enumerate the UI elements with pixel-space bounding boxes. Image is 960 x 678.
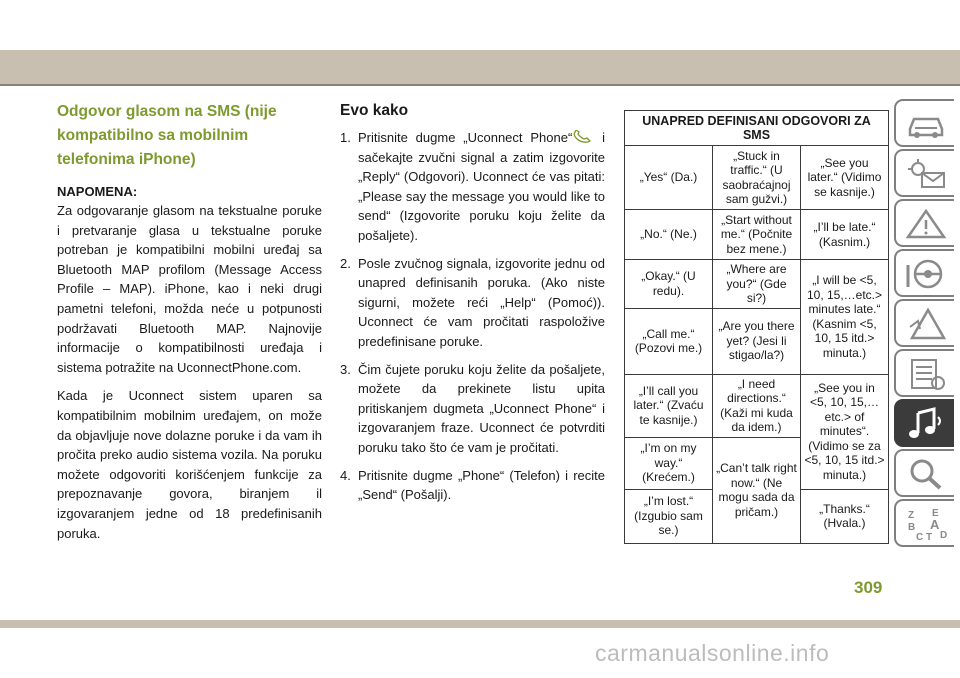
info-mail-icon: [904, 157, 948, 191]
predefined-sms-table: [624, 110, 889, 544]
tab-maintenance[interactable]: [894, 349, 954, 397]
section-heading-sms-reply: Odgovor glasom na SMS (nije kompatibilno sa mobilnim telefonima iPhone): [57, 103, 277, 168]
tab-emergency[interactable]: [894, 299, 954, 347]
table-cell: „Where are you?“ (Gde si?): [713, 260, 801, 309]
car-icon: [904, 107, 948, 141]
step-3: [340, 360, 605, 458]
index-letter: T: [926, 532, 933, 541]
table-cell: „I’m on my way.“ (Krećem.): [625, 437, 713, 489]
note-label: NAPOMENA:: [57, 184, 138, 199]
header-rule: [0, 84, 960, 86]
table-row: [625, 210, 889, 260]
page-number: 309: [854, 578, 883, 597]
checklist-icon: [904, 357, 948, 391]
step-4: [340, 466, 605, 505]
steering-wheel-icon: [904, 257, 948, 291]
table-cell: „Stuck in traffic.“ (U saobraćajnoj sam gužvi.): [713, 146, 801, 210]
table-header: UNAPRED DEFINISANI ODGOVORI ZA SMS: [625, 111, 889, 146]
phone-handset-icon: [572, 130, 594, 144]
step-text: Pritisnite dugme „Phone“ (Telefon) i recite „Send“ (Pošalji).: [358, 467, 605, 503]
index-letter: D: [940, 530, 948, 541]
table-cell: „See you later.“ (Vidimo se kasnije.): [801, 146, 889, 210]
table-cell: „I’ll call you later.“ (Zvaću te kasnije.): [625, 374, 713, 437]
table-row: [625, 260, 889, 309]
table-cell: „I’m lost.“ (Izgubio sam se.): [625, 489, 713, 543]
table-cell: „I will be <5, 10, 15,…etc.> minutes late.“ (Kasnim <5, 10, 15 itd.> minuta.): [801, 260, 889, 375]
tab-warnings[interactable]: [894, 199, 954, 247]
left-column: [57, 100, 322, 552]
index-letter: B: [908, 522, 916, 533]
tab-vehicle[interactable]: [894, 99, 954, 147]
step-number: 4.: [340, 467, 351, 483]
tab-search[interactable]: [894, 449, 954, 497]
step-text: Posle zvučnog signala, izgovorite jednu od unapred definisanih poruka. (Ako niste sigurni, možete reći „Help“ (Pomoć)). Uconnect će vam pročitati raspoložive predefinisane poruke.: [358, 255, 605, 349]
table-header-row: [625, 111, 889, 146]
tab-driving[interactable]: [894, 249, 954, 297]
index-letter: E: [932, 508, 939, 519]
table-cell: „Thanks.“ (Hvala.): [801, 489, 889, 543]
roadside-warning-icon: [904, 307, 948, 341]
index-letter: Z: [908, 510, 915, 521]
table-cell: „I’ll be late.“ (Kasnim.): [801, 210, 889, 260]
step-number: 1.: [340, 130, 351, 145]
index-letter: C: [916, 532, 924, 541]
tab-multimedia[interactable]: [894, 399, 954, 447]
table-cell: „Can’t talk right now.“ (Ne mogu sada da pričam.): [713, 437, 801, 543]
table-cell: „I need directions.“ (Kaži mi kuda da idem.): [713, 374, 801, 437]
watermark: carmanualsonline.info: [595, 640, 830, 666]
table-cell: „Yes“ (Da.): [625, 146, 713, 210]
table-cell: „Start without me.“ (Počnite bez mene.): [713, 210, 801, 260]
table-cell: „Are you there yet? (Jesi li stigao/la?): [713, 308, 801, 374]
step-1: [340, 128, 605, 246]
alphabet-index-icon: [904, 507, 948, 541]
table-cell: „Okay.“ (U redu).: [625, 260, 713, 309]
step-number: 3.: [340, 361, 351, 377]
multimedia-icon: [904, 407, 948, 441]
search-icon: [904, 457, 948, 491]
table-row: [625, 374, 889, 437]
step-text-continued: i sačekajte zvučni signal a zatim izgovorite „Reply“ (Odgovori). Uconnect će vas pitati: „Please say the message you would like to send“ (Izgovorite poruku koju želite da pošaljete).: [358, 130, 606, 243]
table-row: [625, 146, 889, 210]
middle-column: [340, 100, 605, 513]
warning-light-icon: [904, 207, 948, 241]
tab-info[interactable]: [894, 149, 954, 197]
note-text: Za odgovaranje glasom na tekstualne poruke i pretvaranje glasa u tekstualne poruke potreban je kompatibilni mobilni uređaj sa Bluetooth MAP profilom (Message Access Profile – MAP). iPhone, kao i neki drugi pametni telefoni, možda neće u potpunosti podržavati Bluetooth MAP. Najnovije informacije o kompatibilnosti uređaja i sistema potražite na UconnectPhone.com.: [57, 203, 322, 375]
table-cell: „Call me.“ (Pozovi me.): [625, 308, 713, 374]
chapter-tabs: [889, 99, 960, 549]
tab-index[interactable]: [894, 499, 954, 547]
index-letter: A: [930, 517, 940, 532]
body-text: Kada je Uconnect sistem uparen sa kompatibilnim mobilnim uređajem, on može da objavljuje nove dolazne poruke i da vam ih pročita preko audio sistema vozila. Na poruku možete odgovoriti korišćenjem funkcije za prepoznavanje govora, biranjem il izgovaranjem jedne od 18 predefinisanih poruka.: [57, 388, 322, 541]
step-2: [340, 254, 605, 352]
footer-band: [0, 620, 960, 628]
step-text: Pritisnite dugme „Uconnect Phone“: [358, 130, 573, 145]
section-heading-how-to: Evo kako: [340, 102, 409, 119]
table-cell: „No.“ (Ne.): [625, 210, 713, 260]
step-number: 2.: [340, 255, 351, 271]
table-cell: „See you in <5, 10, 15,…etc.> of minutes“. (Vidimo se za <5, 10, 15 itd.> minuta.): [801, 374, 889, 489]
step-text: Čim čujete poruku koju želite da pošaljete, možete da prekinete listu upita pritiskanjem dugmeta „Uconnect Phone“ i izgovaranjem fraze. Uconnect će potvrditi poruku tako što će vam je pročitati.: [358, 361, 605, 455]
header-band: [0, 50, 960, 84]
